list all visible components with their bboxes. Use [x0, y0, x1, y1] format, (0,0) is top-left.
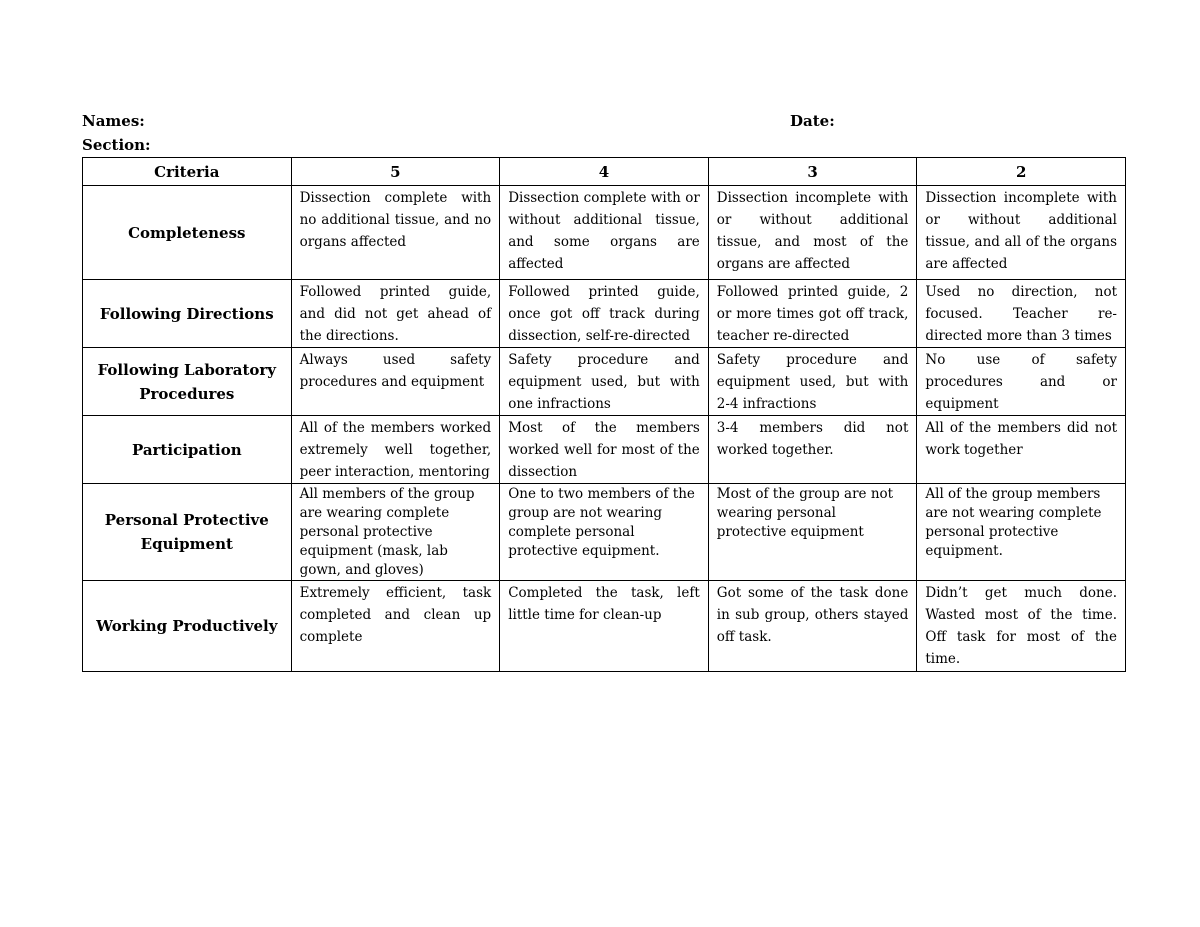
column-header-score-4: 4 — [500, 158, 709, 186]
rubric-cell: One to two members of the group are not wearing complete personal protective equipment. — [500, 484, 709, 581]
rubric-cell: Dissection incomplete with or without additional tissue, and most of the organs are affected — [708, 186, 917, 280]
rubric-cell: Always used safety procedures and equipment — [291, 348, 500, 416]
criteria-cell: Participation — [83, 416, 292, 484]
rubric-cell: All of the members worked extremely well together, peer interaction, mentoring — [291, 416, 500, 484]
column-header-criteria: Criteria — [83, 158, 292, 186]
rubric-cell: Extremely efficient, task completed and clean up complete — [291, 581, 500, 672]
rubric-cell: Followed printed guide, once got off track during dissection, self-re-directed — [500, 280, 709, 348]
rubric-cell: Got some of the task done in sub group, others stayed off task. — [708, 581, 917, 672]
rubric-cell: Most of the group are not wearing personal protective equipment — [708, 484, 917, 581]
rubric-cell: Used no direction, not focused. Teacher re-directed more than 3 times — [917, 280, 1126, 348]
criteria-cell: Following Directions — [83, 280, 292, 348]
table-row — [83, 416, 1126, 484]
criteria-cell: Personal Protective Equipment — [83, 484, 292, 581]
rubric-cell: All of the group members are not wearing complete personal protective equipment. — [917, 484, 1126, 581]
rubric-cell: Most of the members worked well for most of the dissection — [500, 416, 709, 484]
column-header-score-2: 2 — [917, 158, 1126, 186]
table-row — [83, 581, 1126, 672]
rubric-cell: All members of the group are wearing complete personal protective equipment (mask, lab gown, and gloves) — [291, 484, 500, 581]
rubric-cell: Safety procedure and equipment used, but with one infractions — [500, 348, 709, 416]
rubric-cell: No use of safety procedures and or equipment — [917, 348, 1126, 416]
rubric-cell: Followed printed guide, 2 or more times got off track, teacher re-directed — [708, 280, 917, 348]
column-header-score-3: 3 — [708, 158, 917, 186]
rubric-cell: Followed printed guide, and did not get ahead of the directions. — [291, 280, 500, 348]
rubric-cell: Dissection complete with or without additional tissue, and some organs are affected — [500, 186, 709, 280]
table-row — [83, 280, 1126, 348]
column-header-score-5: 5 — [291, 158, 500, 186]
rubric-cell: 3-4 members did not worked together. — [708, 416, 917, 484]
rubric-cell: Didn’t get much done. Wasted most of the time. Off task for most of the time. — [917, 581, 1126, 672]
rubric-cell: Safety procedure and equipment used, but with 2-4 infractions — [708, 348, 917, 416]
table-row — [83, 348, 1126, 416]
table-row — [83, 484, 1126, 581]
section-label: Section: — [82, 136, 151, 154]
criteria-cell: Completeness — [83, 186, 292, 280]
names-label: Names: — [82, 112, 145, 130]
criteria-cell: Working Productively — [83, 581, 292, 672]
criteria-cell: Following Laboratory Procedures — [83, 348, 292, 416]
table-row — [83, 186, 1126, 280]
rubric-cell: Dissection complete with no additional tissue, and no organs affected — [291, 186, 500, 280]
rubric-cell: Completed the task, left little time for clean-up — [500, 581, 709, 672]
table-header-row — [83, 158, 1126, 186]
rubric-cell: Dissection incomplete with or without additional tissue, and all of the organs are affected — [917, 186, 1126, 280]
rubric-cell: All of the members did not work together — [917, 416, 1126, 484]
date-label: Date: — [790, 112, 835, 130]
rubric-table — [82, 157, 1126, 672]
